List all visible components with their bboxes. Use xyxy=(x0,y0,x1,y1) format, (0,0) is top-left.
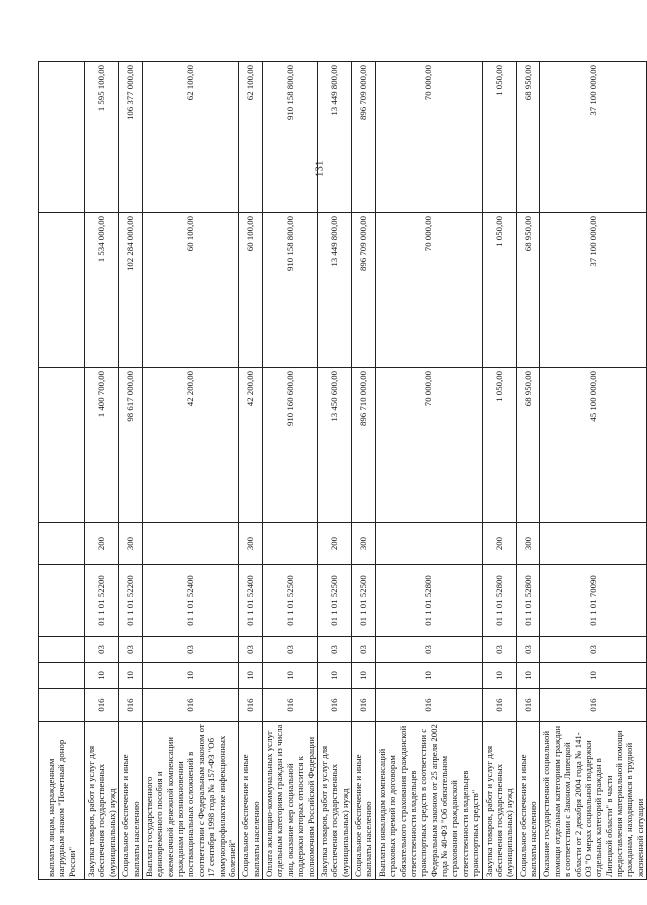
amount-year-3: 1 595 100,00 xyxy=(85,62,119,213)
expense-type-code xyxy=(142,523,238,565)
row-name: Выплата государственного единовременного пособия и ежемесячной денежной компенсации гражданам при возникновении поствакцинальных осложнений в соответствии с Федеральным законом от 17 сентября 1998 года № 157-ФЗ "Об иммунопрофилактике инфекционных болезней" xyxy=(142,722,238,880)
table-row xyxy=(540,62,647,880)
subsection-code: 03 xyxy=(263,637,318,663)
target-article-code: 01 1 01 52400 xyxy=(142,565,238,637)
ministry-code: 016 xyxy=(540,689,647,722)
ministry-code: 016 xyxy=(142,689,238,722)
section-code: 10 xyxy=(263,663,318,689)
row-name: Социальное обеспечение и иные выплаты населению xyxy=(119,722,143,880)
amount-year-2: 13 449 800,00 xyxy=(317,213,351,368)
expense-type-code: 300 xyxy=(352,523,376,565)
subsection-code: 03 xyxy=(516,637,540,663)
table-row xyxy=(239,62,263,880)
amount-year-3: 910 158 800,00 xyxy=(263,62,318,213)
section-code: 10 xyxy=(142,663,238,689)
amount-year-3: 62 100,00 xyxy=(142,62,238,213)
target-article-code: 01 1 01 52500 xyxy=(352,565,376,637)
row-name: Закупка товаров, работ и услуг для обеспечения государственных (муниципальных) нужд xyxy=(85,722,119,880)
amount-year-2: 1 534 000,00 xyxy=(85,213,119,368)
amount-year-1: 42 200,00 xyxy=(239,368,263,523)
section-code: 10 xyxy=(317,663,351,689)
amount-year-2: 70 000,00 xyxy=(375,213,482,368)
expense-type-code xyxy=(263,523,318,565)
amount-year-1: 13 450 600,00 xyxy=(317,368,351,523)
ministry-code: 016 xyxy=(239,689,263,722)
table-row xyxy=(142,62,238,880)
amount-year-3: 13 449 800,00 xyxy=(317,62,351,213)
row-name: Закупка товаров, работ и услуг для обеспечения государственных (муниципальных) нужд xyxy=(482,722,516,880)
table-row xyxy=(375,62,482,880)
amount-year-1: 45 100 000,00 xyxy=(540,368,647,523)
amount-year-3: 106 377 000,00 xyxy=(119,62,143,213)
section-code: 10 xyxy=(352,663,376,689)
expense-type-code: 300 xyxy=(239,523,263,565)
expense-type-code: 200 xyxy=(85,523,119,565)
amount-year-3: 62 100,00 xyxy=(239,62,263,213)
amount-year-2: 896 709 000,00 xyxy=(352,213,376,368)
row-name: Выплаты инвалидам компенсаций страховых премий по договорам обязательного страхования гражданской ответственности владельцев транспортных средств в соответствии с Федеральным законом от 25 апреля 2002 года № 40-ФЗ "Об обязательном страховании гражданской ответственности владельцев транспортных средств" xyxy=(375,722,482,880)
table-row xyxy=(119,62,143,880)
section-code: 10 xyxy=(516,663,540,689)
amount-year-1: 910 160 600,00 xyxy=(263,368,318,523)
expense-type-code: 300 xyxy=(516,523,540,565)
ministry-code: 016 xyxy=(482,689,516,722)
ministry-code: 016 xyxy=(516,689,540,722)
amount-year-2: 910 158 800,00 xyxy=(263,213,318,368)
table-row xyxy=(317,62,351,880)
ministry-code: 016 xyxy=(263,689,318,722)
target-article-code: 01 1 01 52800 xyxy=(516,565,540,637)
amount-year-1: 1 400 700,00 xyxy=(85,368,119,523)
target-article-code: 01 1 01 52400 xyxy=(239,565,263,637)
subsection-code: 03 xyxy=(239,637,263,663)
ministry-code: 016 xyxy=(119,689,143,722)
row-name: выплаты лицам, награжденным нагрудным знаком "Почетный донор России" xyxy=(39,722,85,880)
amount-year-2: 102 284 000,00 xyxy=(119,213,143,368)
target-article-code: 01 1 01 52800 xyxy=(482,565,516,637)
amount-year-3: 1 050,00 xyxy=(482,62,516,213)
amount-year-2: 60 100,00 xyxy=(142,213,238,368)
budget-table xyxy=(38,61,647,880)
target-article-code: 01 1 01 52800 xyxy=(375,565,482,637)
subsection-code: 03 xyxy=(482,637,516,663)
amount-year-2: 37 100 000,00 xyxy=(540,213,647,368)
expense-type-code xyxy=(540,523,647,565)
amount-year-1: 98 617 000,00 xyxy=(119,368,143,523)
amount-year-3: 37 100 000,00 xyxy=(540,62,647,213)
amount-year-1: 896 710 000,00 xyxy=(352,368,376,523)
target-article-code: 01 1 01 52500 xyxy=(263,565,318,637)
subsection-code: 03 xyxy=(352,637,376,663)
section-code: 10 xyxy=(482,663,516,689)
subsection-code: 03 xyxy=(317,637,351,663)
expense-type-code: 200 xyxy=(482,523,516,565)
ministry-code: 016 xyxy=(317,689,351,722)
ministry-code: 016 xyxy=(375,689,482,722)
amount-year-3: 68 950,00 xyxy=(516,62,540,213)
target-article-code: 01 1 01 52200 xyxy=(85,565,119,637)
amount-year-2: 60 100,00 xyxy=(239,213,263,368)
section-code: 10 xyxy=(375,663,482,689)
ministry-code xyxy=(39,689,85,722)
section-code: 10 xyxy=(540,663,647,689)
subsection-code: 03 xyxy=(119,637,143,663)
table-row xyxy=(482,62,516,880)
subsection-code xyxy=(39,637,85,663)
subsection-code: 03 xyxy=(540,637,647,663)
amount-year-2: 68 950,00 xyxy=(516,213,540,368)
section-code xyxy=(39,663,85,689)
table-row xyxy=(85,62,119,880)
amount-year-1: 42 200,00 xyxy=(142,368,238,523)
subsection-code: 03 xyxy=(142,637,238,663)
target-article-code: 01 1 01 52200 xyxy=(119,565,143,637)
amount-year-1 xyxy=(39,368,85,523)
row-name: Социальное обеспечение и иные выплаты населению xyxy=(516,722,540,880)
amount-year-1: 1 050,00 xyxy=(482,368,516,523)
expense-type-code: 200 xyxy=(317,523,351,565)
table-row xyxy=(352,62,376,880)
expense-type-code xyxy=(375,523,482,565)
ministry-code: 016 xyxy=(352,689,376,722)
row-name: Оплата жилищно-коммунальных услуг отдельным категориям граждан из числа лиц, оказание мер социальной поддержки которых относится к полномочиям Российской Федерации xyxy=(263,722,318,880)
target-article-code: 01 1 01 70090 xyxy=(540,565,647,637)
row-name: Социальное обеспечение и иные выплаты населению xyxy=(352,722,376,880)
row-name: Оказание государственной социальной помощи отдельным категориям граждан в соответствии с Законом Липецкой области от 2 декабря 2004 года № 141-ОЗ "О мерах социальной поддержки отдельных категорий граждан в Липецкой области" в части предоставления материальной помощи гражданам, находящимся в трудной жизненной ситуации xyxy=(540,722,647,880)
expense-type-code: 300 xyxy=(119,523,143,565)
amount-year-2 xyxy=(39,213,85,368)
expense-type-code xyxy=(39,523,85,565)
amount-year-3 xyxy=(39,62,85,213)
budget-table-container xyxy=(38,62,645,880)
amount-year-1: 70 000,00 xyxy=(375,368,482,523)
target-article-code xyxy=(39,565,85,637)
row-name: Закупка товаров, работ и услуг для обеспечения государственных (муниципальных) нужд xyxy=(317,722,351,880)
section-code: 10 xyxy=(119,663,143,689)
page-number: 131 xyxy=(314,160,326,177)
row-name: Социальное обеспечение и иные выплаты населению xyxy=(239,722,263,880)
subsection-code: 03 xyxy=(375,637,482,663)
subsection-code: 03 xyxy=(85,637,119,663)
table-row xyxy=(39,62,85,880)
amount-year-2: 1 050,00 xyxy=(482,213,516,368)
section-code: 10 xyxy=(85,663,119,689)
section-code: 10 xyxy=(239,663,263,689)
amount-year-1: 68 950,00 xyxy=(516,368,540,523)
ministry-code: 016 xyxy=(85,689,119,722)
amount-year-3: 896 709 000,00 xyxy=(352,62,376,213)
table-row xyxy=(263,62,318,880)
amount-year-3: 70 000,00 xyxy=(375,62,482,213)
target-article-code: 01 1 01 52500 xyxy=(317,565,351,637)
table-row xyxy=(516,62,540,880)
